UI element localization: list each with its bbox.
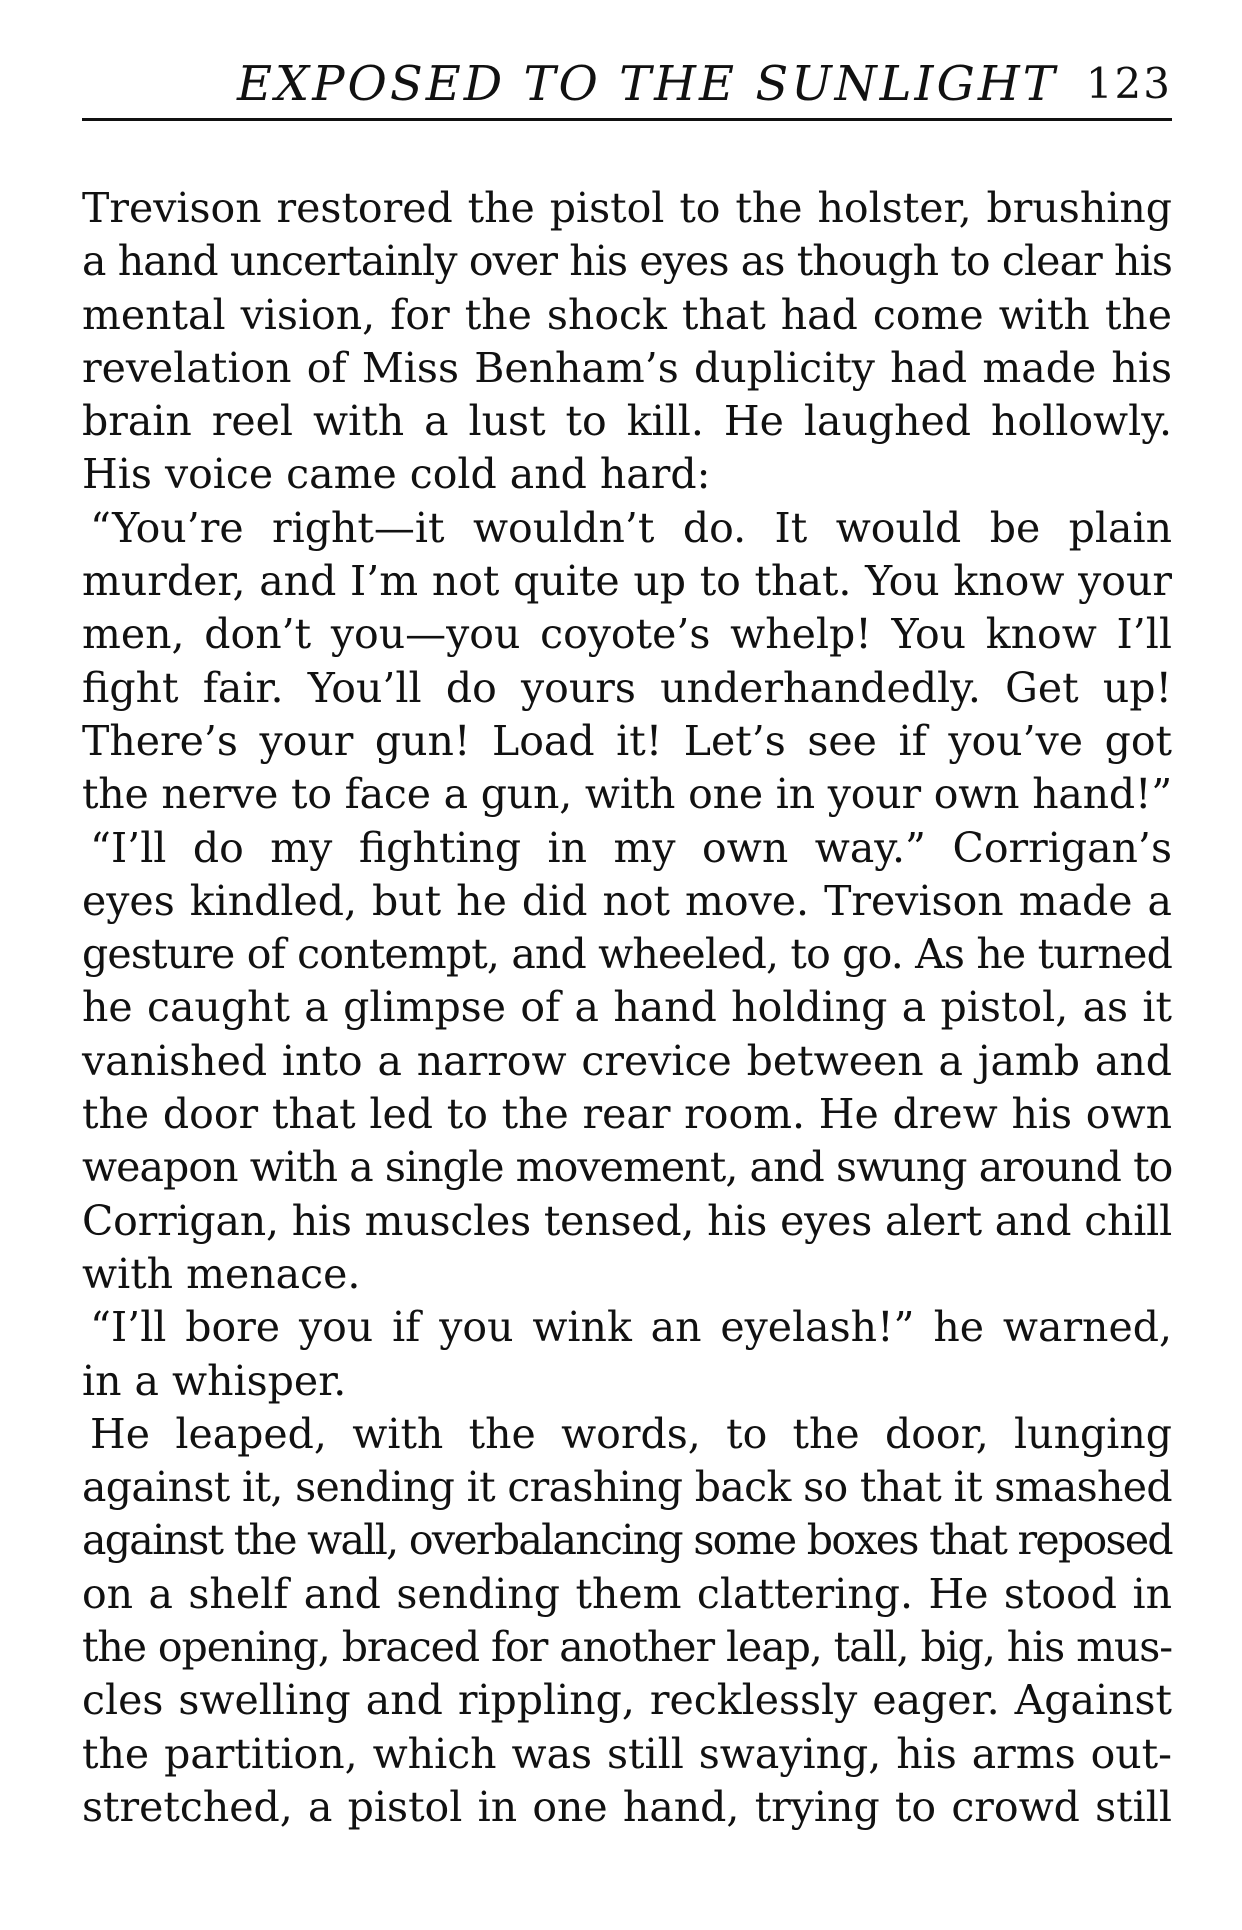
text-line: “You’re right—it wouldn’t do. It would be plain (90, 503, 1172, 552)
text-line: Corrigan, his muscles tensed, his eyes alert and chill (82, 1196, 1172, 1245)
text-line: in a whisper. (82, 1356, 347, 1405)
text-line: the nerve to face a gun, with one in your own hand!” (82, 770, 1172, 819)
text-line: “I’ll do my fighting in my own way.” Corrigan’s (90, 823, 1172, 872)
text-line: eyes kindled, but he did not move. Trevison made a (82, 876, 1172, 925)
text-line: the opening, braced for another leap, tall, big, his mus- (82, 1623, 1172, 1672)
text-line: vanished into a narrow crevice between a jamb and (82, 1036, 1172, 1085)
text-line: murder, and I’m not quite up to that. You know your (82, 557, 1172, 606)
text-line: weapon with a single movement, and swung around to (82, 1143, 1173, 1192)
body-text (82, 182, 1172, 1834)
text-line: he caught a glimpse of a hand holding a pistol, as it (82, 983, 1172, 1032)
running-head (82, 58, 1172, 110)
header-rule (82, 118, 1172, 121)
text-line: a hand uncertainly over his eyes as though to clear his (82, 237, 1172, 286)
text-line: Trevison restored the pistol to the holster, brushing (82, 184, 1172, 232)
text-line: fight fair. You’ll do yours underhandedly. Get up! (82, 663, 1172, 712)
text-line: revelation of Miss Benham’s duplicity had made his (82, 343, 1172, 392)
text-line: the door that led to the rear room. He drew his own (82, 1090, 1172, 1139)
text-line: There’s your gun! Load it! Let’s see if you’ve got (82, 716, 1172, 765)
text-line: stretched, a pistol in one hand, trying to crowd still (82, 1782, 1172, 1831)
text-line: men, don’t you—you coyote’s whelp! You know I’ll (82, 610, 1172, 659)
text-line: against the wall, overbalancing some boxes that reposed (82, 1516, 1172, 1565)
text-line: brain reel with a lust to kill. He laughed hollowly. (82, 397, 1172, 446)
text-line: mental vision, for the shock that had come with the (82, 290, 1172, 339)
page-number: 123 (1085, 59, 1172, 108)
text-line: on a shelf and sending them clattering. He stood in (82, 1569, 1172, 1618)
text-line: the partition, which was still swaying, his arms out- (82, 1729, 1172, 1778)
text-line: cles swelling and rippling, recklessly eager. Against (82, 1676, 1172, 1725)
text-line: He leaped, with the words, to the door, lunging (90, 1409, 1172, 1458)
text-line: gesture of contempt, and wheeled, to go. As he turned (82, 930, 1172, 979)
text-line: His voice came cold and hard: (82, 450, 711, 499)
text-line: with menace. (82, 1249, 361, 1298)
text-line: against it, sending it crashing back so that it smashed (82, 1463, 1172, 1512)
text-line: “I’ll bore you if you wink an eyelash!” he warned, (90, 1303, 1172, 1352)
chapter-title: EXPOSED TO THE SUNLIGHT (237, 56, 1058, 112)
